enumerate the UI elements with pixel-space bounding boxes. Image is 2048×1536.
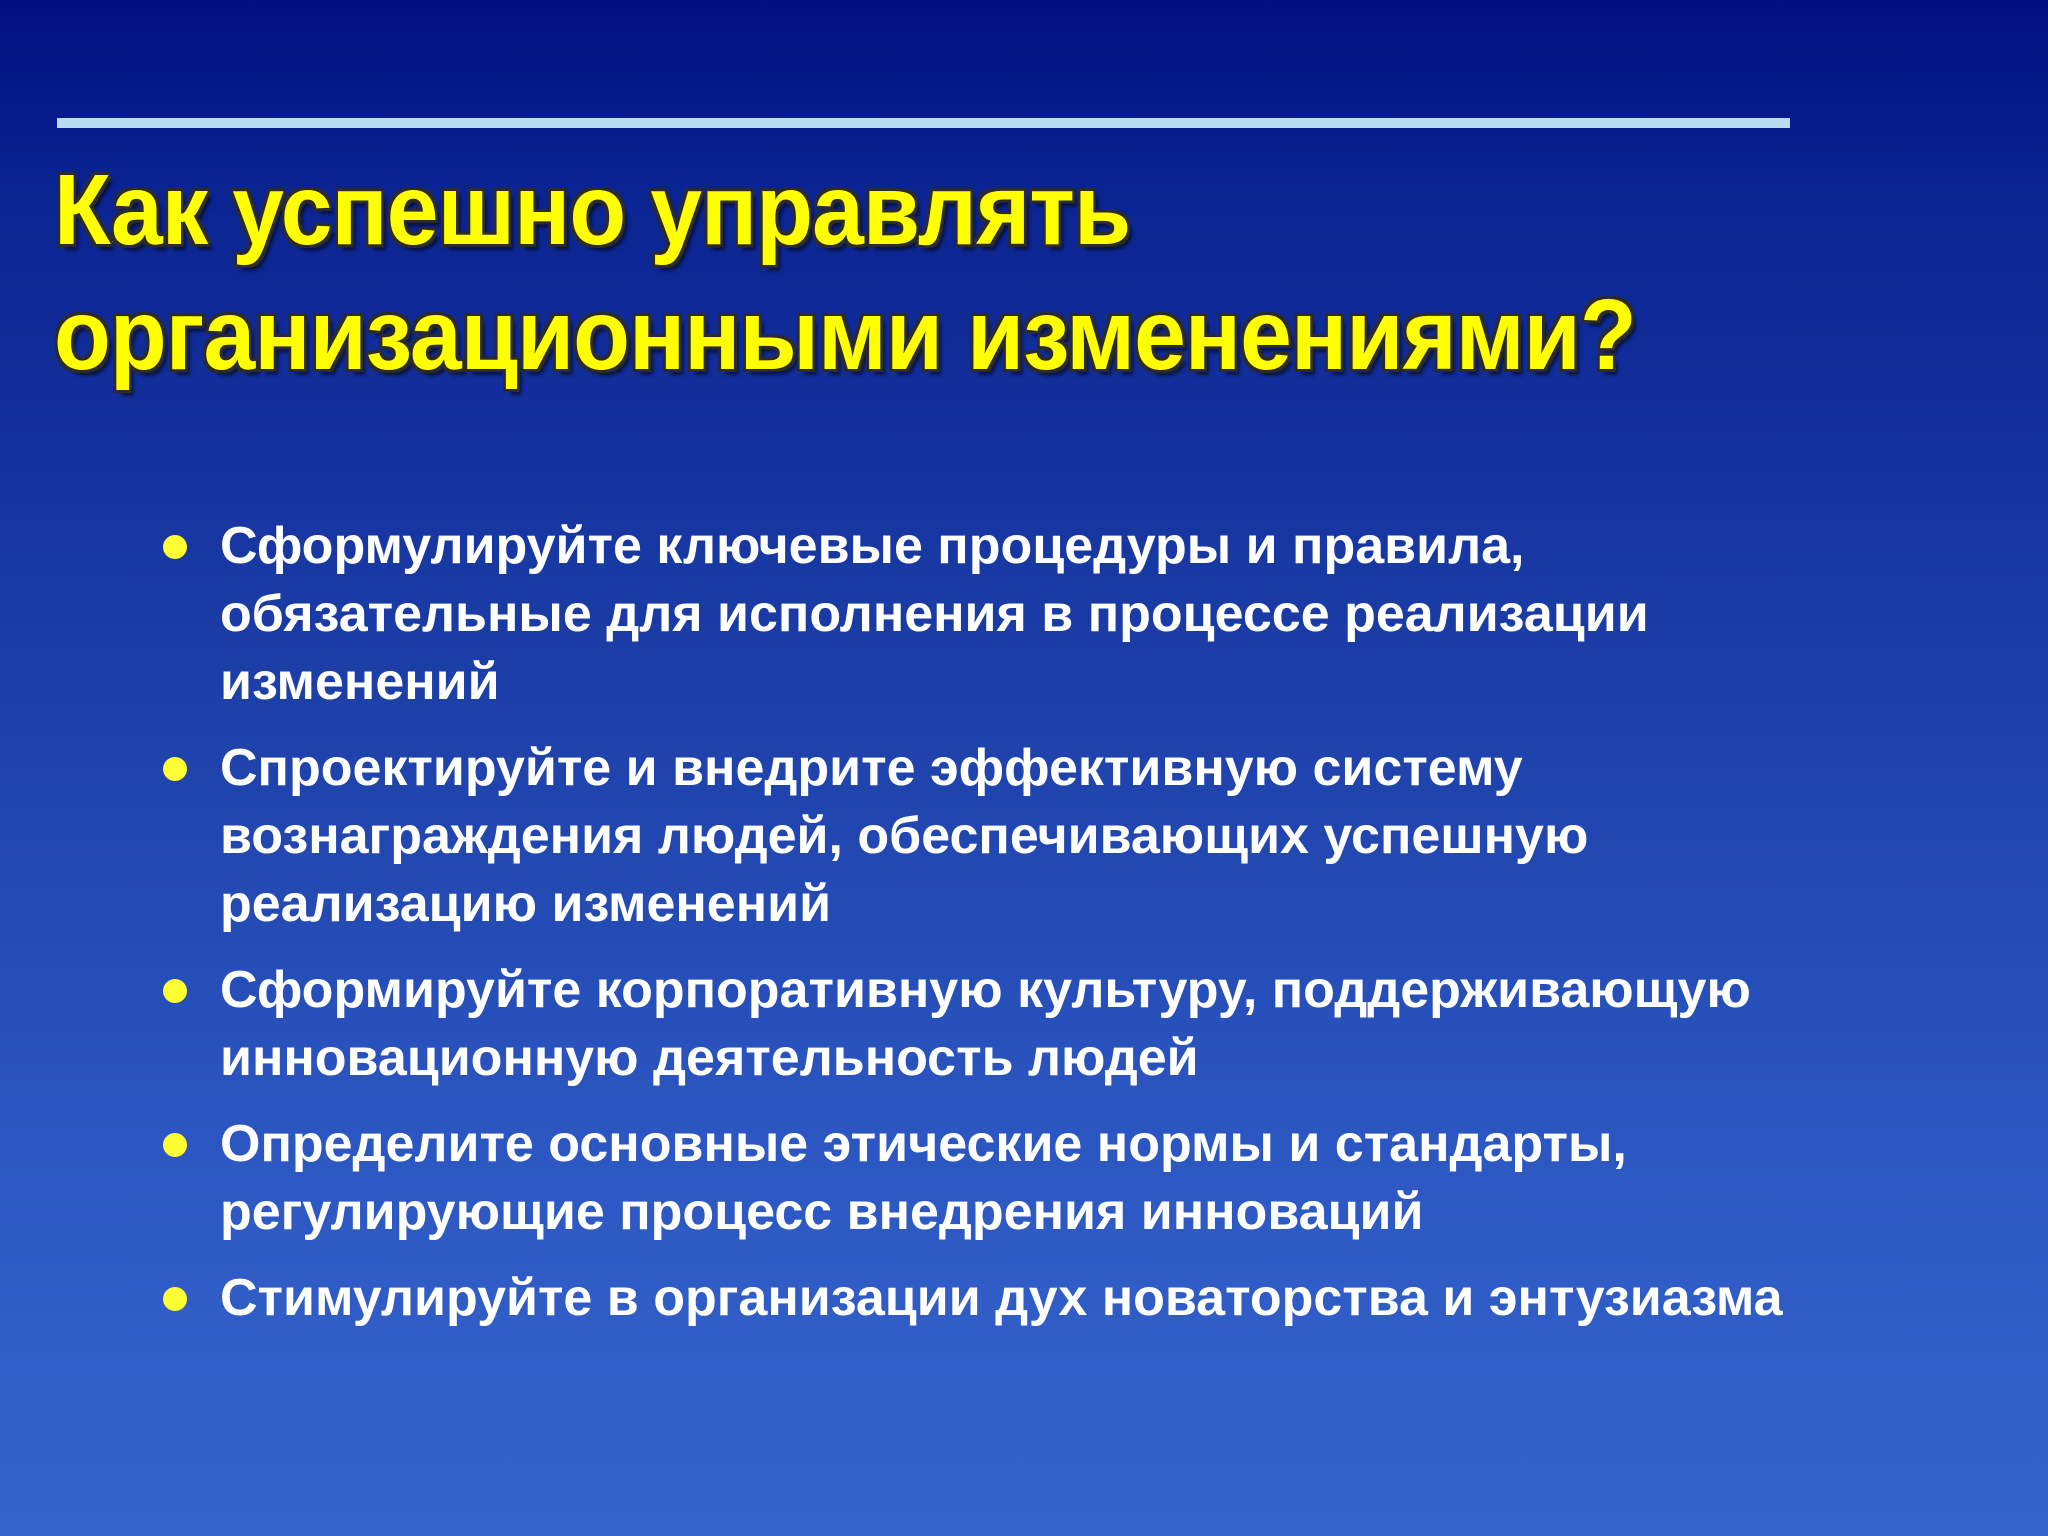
bullet-dot-icon <box>163 1133 187 1157</box>
bullet-line: Сформируйте корпоративную культуру, поддерживающую <box>220 961 1751 1019</box>
bullet-line: Спроектируйте и внедрите эффективную систему <box>220 739 1523 797</box>
title-line-2: организационными изменениями? <box>54 279 1636 391</box>
bullet-item-4 <box>160 1110 1960 1246</box>
title-line-1: Как успешно управлять <box>54 154 1131 266</box>
bullet-dot-icon <box>163 757 187 781</box>
bullet-dot-icon <box>163 1287 187 1311</box>
bullet-line: Определите основные этические нормы и стандарты, <box>220 1115 1627 1173</box>
bullet-line: реализацию изменений <box>220 875 832 933</box>
bullet-line: инновационную деятельность людей <box>220 1029 1199 1087</box>
bullet-line: изменений <box>220 653 500 711</box>
bullet-dot-icon <box>163 979 187 1003</box>
bullet-line: регулирующие процесс внедрения инноваций <box>220 1183 1424 1241</box>
bullet-line: Стимулируйте в организации дух новаторства и энтузиазма <box>220 1269 1783 1327</box>
bullet-line: Сформулируйте ключевые процедуры и правила, <box>220 517 1525 575</box>
bullet-text <box>220 512 1960 716</box>
bullet-item-1 <box>160 512 1960 716</box>
bullet-item-3 <box>160 956 1960 1092</box>
bullet-list <box>160 512 1960 1350</box>
bullet-text <box>220 1110 1960 1246</box>
bullet-line: вознаграждения людей, обеспечивающих успешную <box>220 807 1589 865</box>
bullet-text <box>220 1264 1960 1332</box>
title-rule <box>57 118 1790 128</box>
bullet-item-2 <box>160 734 1960 938</box>
slide-title <box>54 148 1821 398</box>
bullet-text <box>220 734 1960 938</box>
bullet-dot-icon <box>163 535 187 559</box>
bullet-line: обязательные для исполнения в процессе реализации <box>220 585 1649 643</box>
bullet-text <box>220 956 1960 1092</box>
bullet-item-5 <box>160 1264 1960 1332</box>
